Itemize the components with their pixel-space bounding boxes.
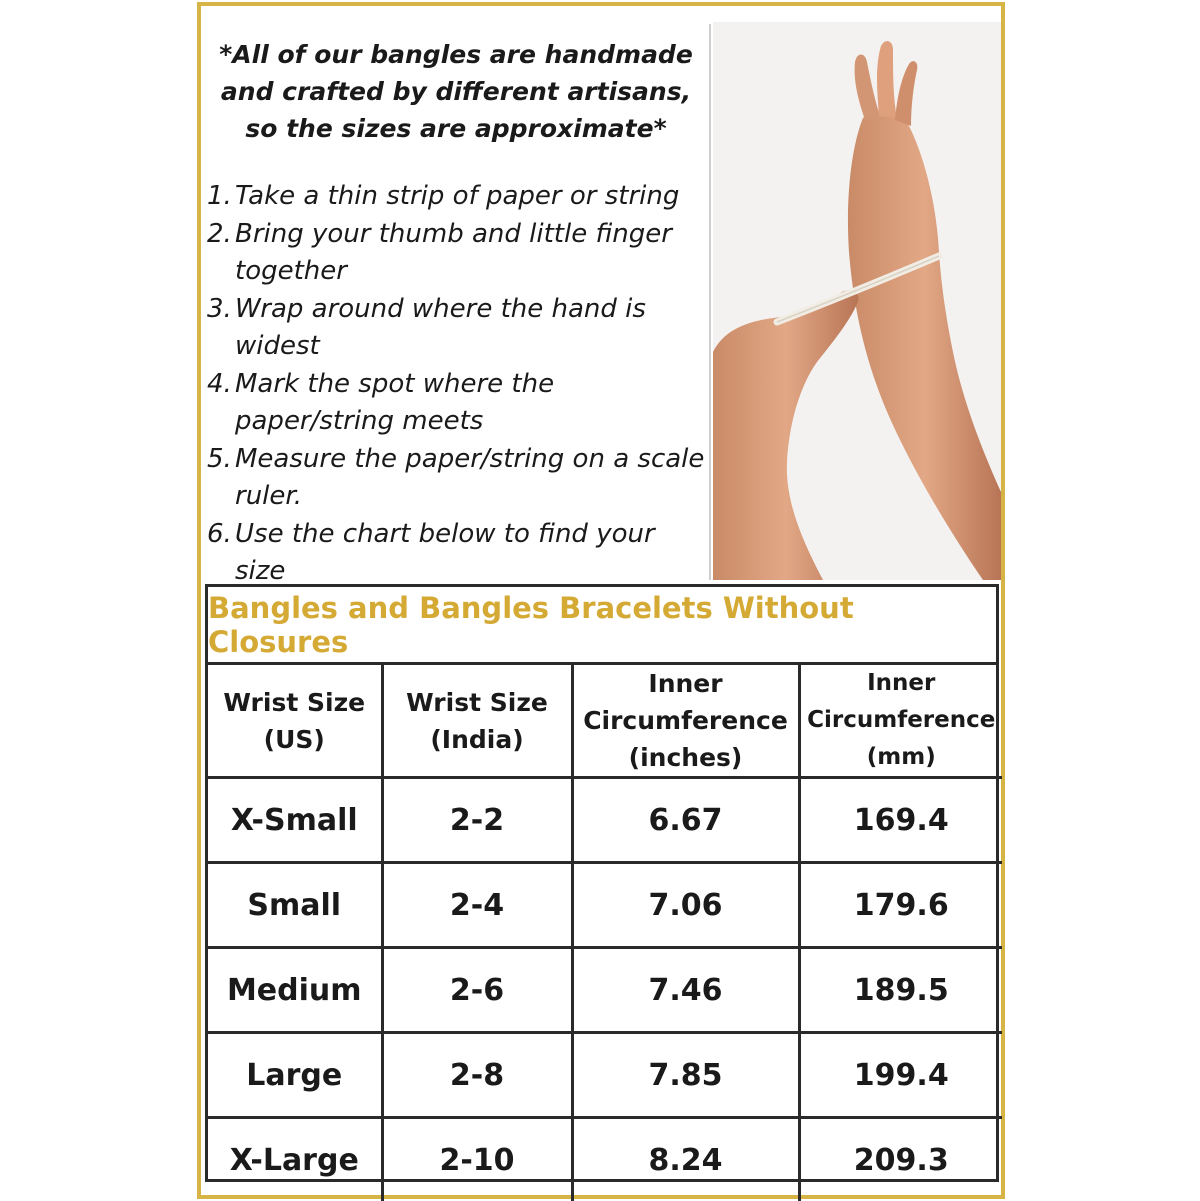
table-cell: X-Large [208,1118,382,1201]
header-line: (mm) [867,744,936,770]
table-cell: 6.67 [572,778,799,863]
header-line: (inches) [629,743,743,772]
step-text: Bring your thumb and little finger together [235,216,707,291]
header-line: Inner [648,669,722,698]
table-cell: Medium [208,948,382,1033]
table-cell: X-Small [208,778,382,863]
step-number: 4. [207,366,235,441]
table-cell: 7.06 [572,863,799,948]
handmade-notice: *All of our bangles are handmade and crafted by different artisans, so the sizes are approximate* [211,36,701,147]
table-cell: 179.6 [799,863,1002,948]
instructions-column [201,6,709,584]
table-cell: Large [208,1033,382,1118]
table-row [208,948,1002,1033]
table-cell: Small [208,863,382,948]
header-line: Wrist Size [406,688,548,717]
step-number: 6. [207,516,235,591]
step-text: Take a thin strip of paper or string [235,178,707,216]
column-divider [709,24,711,580]
header-line: Wrist Size [223,688,365,717]
hand-measurement-photo [713,22,1001,580]
header-inner-circumference-mm [799,665,1002,778]
table-row [208,778,1002,863]
step-item [207,216,707,291]
header-line: Inner [867,670,935,696]
hand-measurement-icon [713,22,1001,580]
measurement-steps [207,178,707,591]
table-header-row [208,665,1002,778]
table-cell: 2-4 [382,863,572,948]
step-number: 5. [207,441,235,516]
size-chart-title: Bangles and Bangles Bracelets Without Closures [208,587,996,665]
table-cell: 7.85 [572,1033,799,1118]
step-text: Measure the paper/string on a scale ruler. [235,441,707,516]
table-row [208,1118,1002,1201]
table-cell: 7.46 [572,948,799,1033]
step-number: 2. [207,216,235,291]
header-line: Circumference [583,706,788,735]
step-text: Use the chart below to find your size [235,516,707,591]
size-chart [205,584,999,1182]
size-table [208,665,1002,1201]
header-line: (US) [264,725,325,754]
table-cell: 189.5 [799,948,1002,1033]
step-text: Mark the spot where the paper/string meets [235,366,707,441]
table-cell: 199.4 [799,1033,1002,1118]
step-item [207,178,707,216]
step-number: 3. [207,291,235,366]
step-item [207,366,707,441]
step-item [207,441,707,516]
header-line: (India) [430,725,523,754]
table-cell: 169.4 [799,778,1002,863]
table-cell: 2-8 [382,1033,572,1118]
header-line: Circumference [807,707,995,733]
header-wrist-size-us [208,665,382,778]
step-text: Wrap around where the hand is widest [235,291,707,366]
header-inner-circumference-inches [572,665,799,778]
size-guide-card [197,2,1005,1199]
step-item [207,291,707,366]
table-row [208,1033,1002,1118]
table-cell: 2-6 [382,948,572,1033]
table-cell: 8.24 [572,1118,799,1201]
instructions-section [201,6,1001,584]
table-cell: 2-2 [382,778,572,863]
table-row [208,863,1002,948]
step-item [207,516,707,591]
header-wrist-size-india [382,665,572,778]
table-cell: 209.3 [799,1118,1002,1201]
table-cell: 2-10 [382,1118,572,1201]
step-number: 1. [207,178,235,216]
